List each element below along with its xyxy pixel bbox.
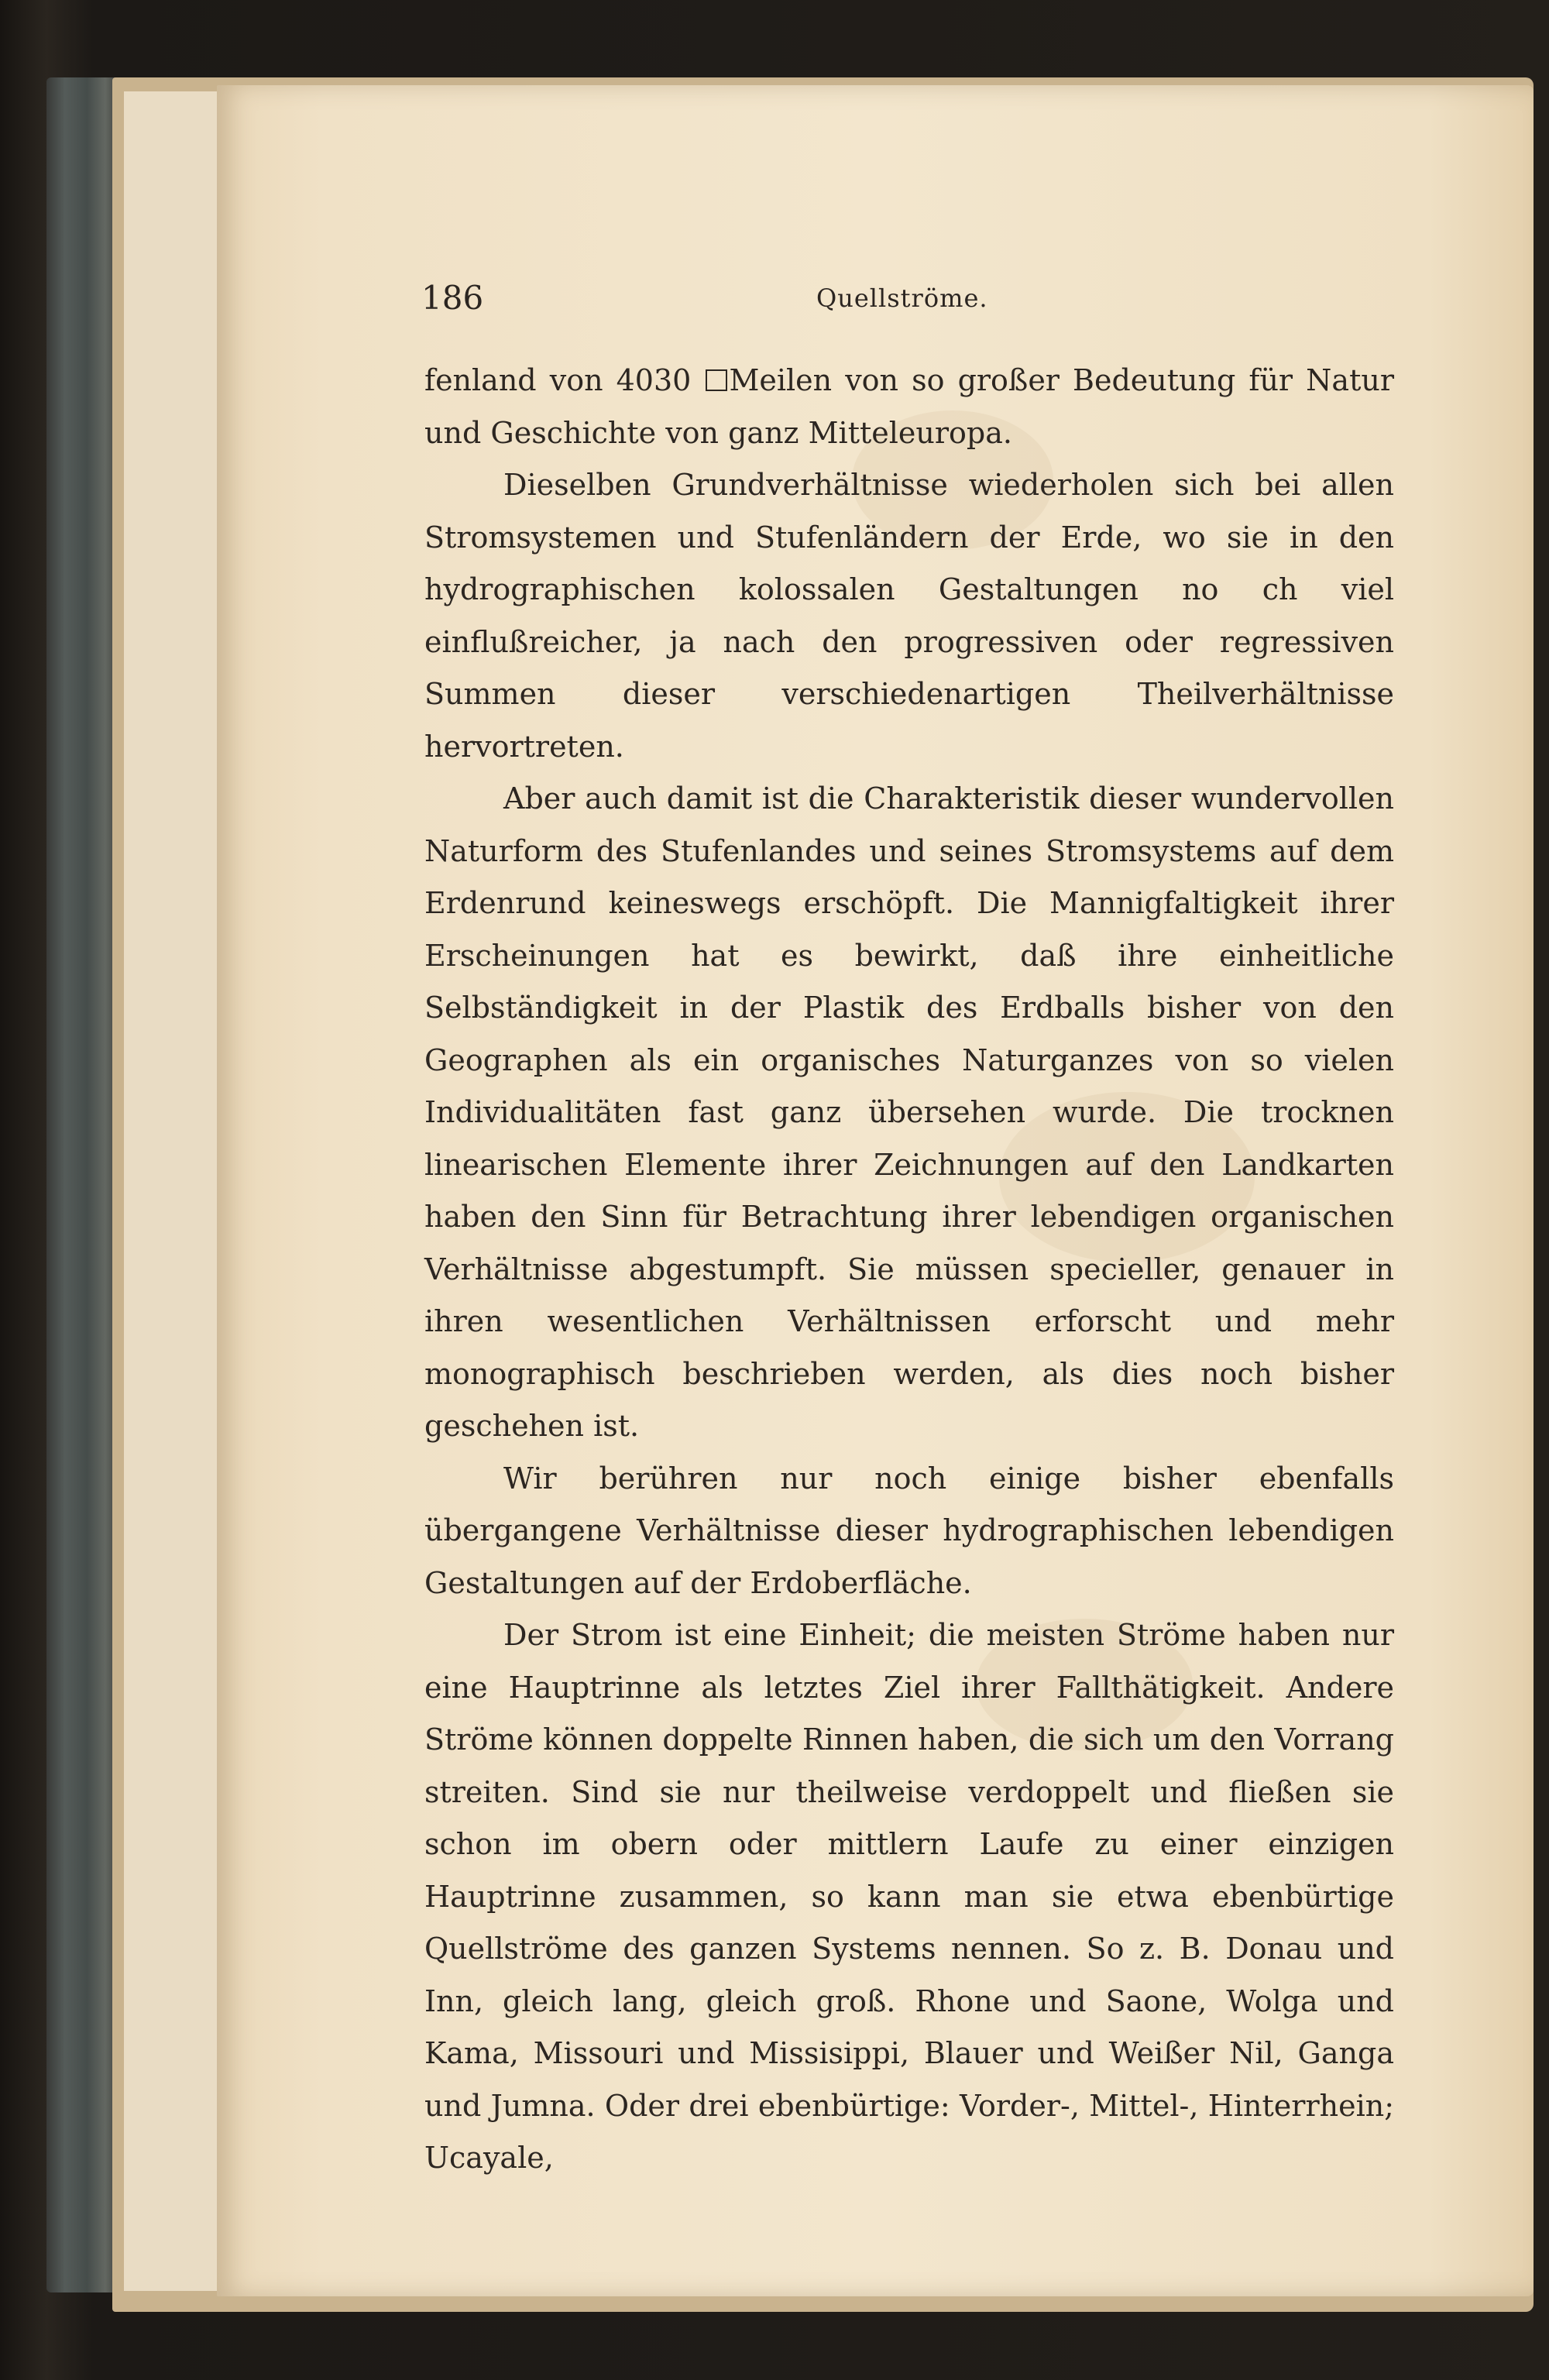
paragraph-1: [424, 355, 1394, 459]
book-binding: [46, 77, 120, 2292]
paragraph-3: Aber auch damit ist die Charakteristik dieser wundervollen Naturform des Stufenlandes und seines Stromsystems auf dem Erdenrund keineswegs erschöpft. Die Mannigfaltigkeit ihrer Erscheinungen hat es bewirkt, daß ihre einheitliche Selbständigkeit in der Plastik des Erdballs bisher von den Geographen als ein organisches Naturganzes von so vielen Individualitäten fast ganz übersehen wurde. Die trocknen linearischen Elemente ihrer Zeichnungen auf den Landkarten haben den Sinn für Betrachtung ihrer lebendigen organischen Verhältnisse abgestumpft. Sie müssen specieller, genauer in ihren wesentlichen Verhältnissen erforscht und mehr monographisch beschrieben werden, als dies noch bisher geschehen ist.: [424, 781, 1394, 1443]
running-head: Quellströme.: [816, 283, 988, 313]
body-text: [424, 355, 1394, 2185]
paragraph-5: Der Strom ist eine Einheit; die meisten Ströme haben nur eine Hauptrinne als letztes Ziel ihrer Fallthätigkeit. Andere Ströme können doppelte Rinnen haben, die sich um den Vorrang streiten. Sind sie nur theilweise verdoppelt und fließen sie schon im obern oder mittlern Laufe zu einer einzigen Hauptrinne zusammen, so kann man sie etwa ebenbürtige Quellströme des ganzen Systems nennen. So z. B. Donau und Inn, gleich lang, gleich groß. Rhone und Saone, Wolga und Kama, Missouri und Missisippi, Blauer und Weißer Nil, Ganga und Jumna. Oder drei ebenbürtige: Vorder-, Mittel-, Hinterrhein; Ucayale,: [424, 1618, 1394, 2175]
page-number: 186: [421, 279, 484, 317]
page-edge: [186, 91, 218, 2291]
page-header: [421, 275, 1394, 321]
paragraph-4: Wir berühren nur noch einige bisher ebenfalls übergangene Verhältnisse dieser hydrographischen lebendigen Gestaltungen auf der Erdoberfläche.: [424, 1461, 1394, 1600]
paragraph-2: Dieselben Grundverhältnisse wiederholen sich bei allen Stromsystemen und Stufenländern der Erde, wo sie in den hydrographischen kolossalen Gestaltungen no ch viel einflußreicher, ja nach den progressiven oder regressiven Summen dieser verschiedenartigen Theilverhältnisse hervortreten.: [424, 468, 1394, 764]
square-miles-symbol: [706, 369, 727, 391]
paragraph-1-start: fenland von 4030: [424, 363, 705, 397]
paragraph-1-end: Meilen von so großer Bedeutung für Natur und Geschichte von ganz Mitteleuropa.: [424, 363, 1394, 450]
